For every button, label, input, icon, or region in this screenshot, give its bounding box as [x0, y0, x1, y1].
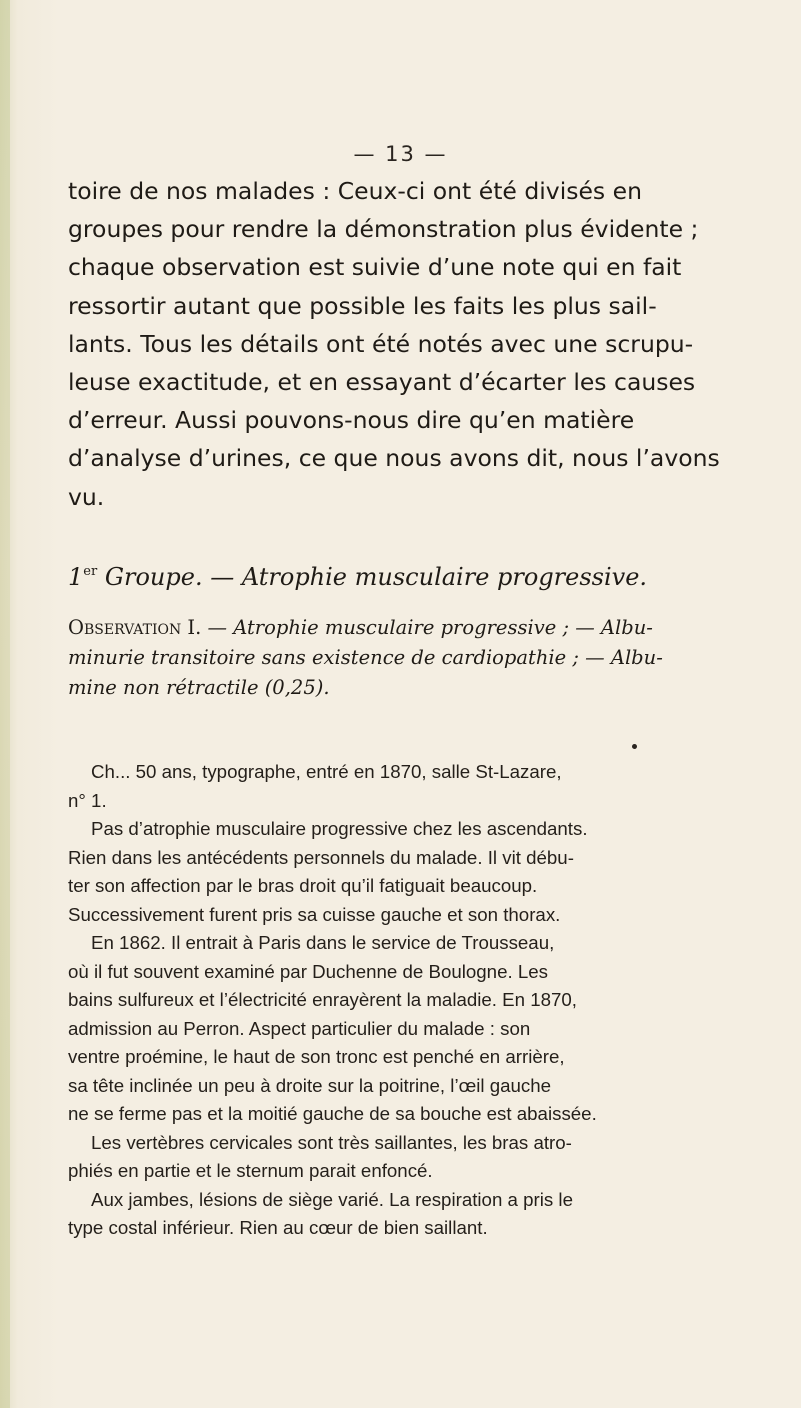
observation-line: mine non rétractile (0,25). [68, 676, 330, 699]
text-line: Pas d’atrophie musculaire progressive chez les ascendants. [91, 818, 588, 839]
text-line: Successivement furent pris sa cuisse gauche et son thorax. [68, 903, 561, 925]
text-line: phiés en partie et le sternum parait enfoncé. [68, 1160, 433, 1181]
observation-heading [68, 613, 708, 703]
section-number: 1 [68, 563, 84, 591]
text-line: ventre proémine, le haut de son tronc est penché en arrière, [68, 1046, 565, 1067]
text-line: groupes pour rendre la démonstration plus évidente ; [68, 215, 699, 244]
case-report [68, 758, 708, 1243]
text-line: Aux jambes, lésions de siège varié. La respiration a pris le [91, 1188, 573, 1210]
text-line: ter son affection par le bras droit qu’il fatiguait beaucoup. [68, 875, 538, 896]
ink-dot [632, 744, 637, 749]
page-number: — 13 — [353, 142, 448, 166]
text-line: Rien dans les antécédents personnels du malade. Il vit débu- [68, 846, 574, 868]
text-line: type costal inférieur. Rien au cœur de bien saillant. [68, 1217, 488, 1238]
intro-paragraph [68, 172, 720, 516]
text-line: chaque observation est suivie d’une note qui en fait [68, 253, 682, 282]
text-line: admission au Perron. Aspect particulier du malade : son [68, 1017, 531, 1039]
text-line: n° 1. [68, 789, 107, 811]
text-line: toire de nos malades : Ceux-ci ont été divisés en [68, 177, 642, 205]
text-line: d’erreur. Aussi pouvons-nous dire qu’en matière [68, 406, 635, 435]
text-line: ressortir autant que possible les faits les plus sail- [68, 291, 657, 320]
text-line: lants. Tous les détails ont été notés avec une scrupu- [68, 329, 694, 358]
section-number-suffix: er [83, 564, 98, 579]
observation-title: — Atrophie musculaire progressive ; — Albu- [201, 616, 653, 639]
text-line: En 1862. Il entrait à Paris dans le service de Trousseau, [91, 932, 555, 953]
observation-line: minurie transitoire sans existence de cardiopathie ; — Albu- [68, 646, 663, 669]
text-line: leuse exactitude, et en essayant d’écarter les causes [68, 368, 696, 397]
text-line: ne se ferme pas et la moitié gauche de sa bouche est abaissée. [68, 1103, 597, 1124]
observation-line [68, 613, 708, 643]
text-line: sa tête inclinée un peu à droite sur la poitrine, l’œil gauche [68, 1074, 552, 1096]
text-line: Les vertèbres cervicales sont très saillantes, les bras atro- [91, 1131, 572, 1153]
text-line: vu. [68, 482, 105, 511]
section-title [68, 555, 728, 594]
section-title-text: Groupe. — Atrophie musculaire progressive. [97, 563, 648, 591]
text-line: bains sulfureux et l’électricité enrayèrent la maladie. En 1870, [68, 989, 577, 1010]
text-line: d’analyse d’urines, ce que nous avons dit, nous l’avons [68, 444, 720, 473]
observation-label: Observation I. [68, 616, 202, 639]
text-line: où il fut souvent examiné par Duchenne de Boulogne. Les [68, 960, 548, 982]
text-line: Ch... 50 ans, typographe, entré en 1870, salle St-Lazare, [91, 761, 562, 782]
